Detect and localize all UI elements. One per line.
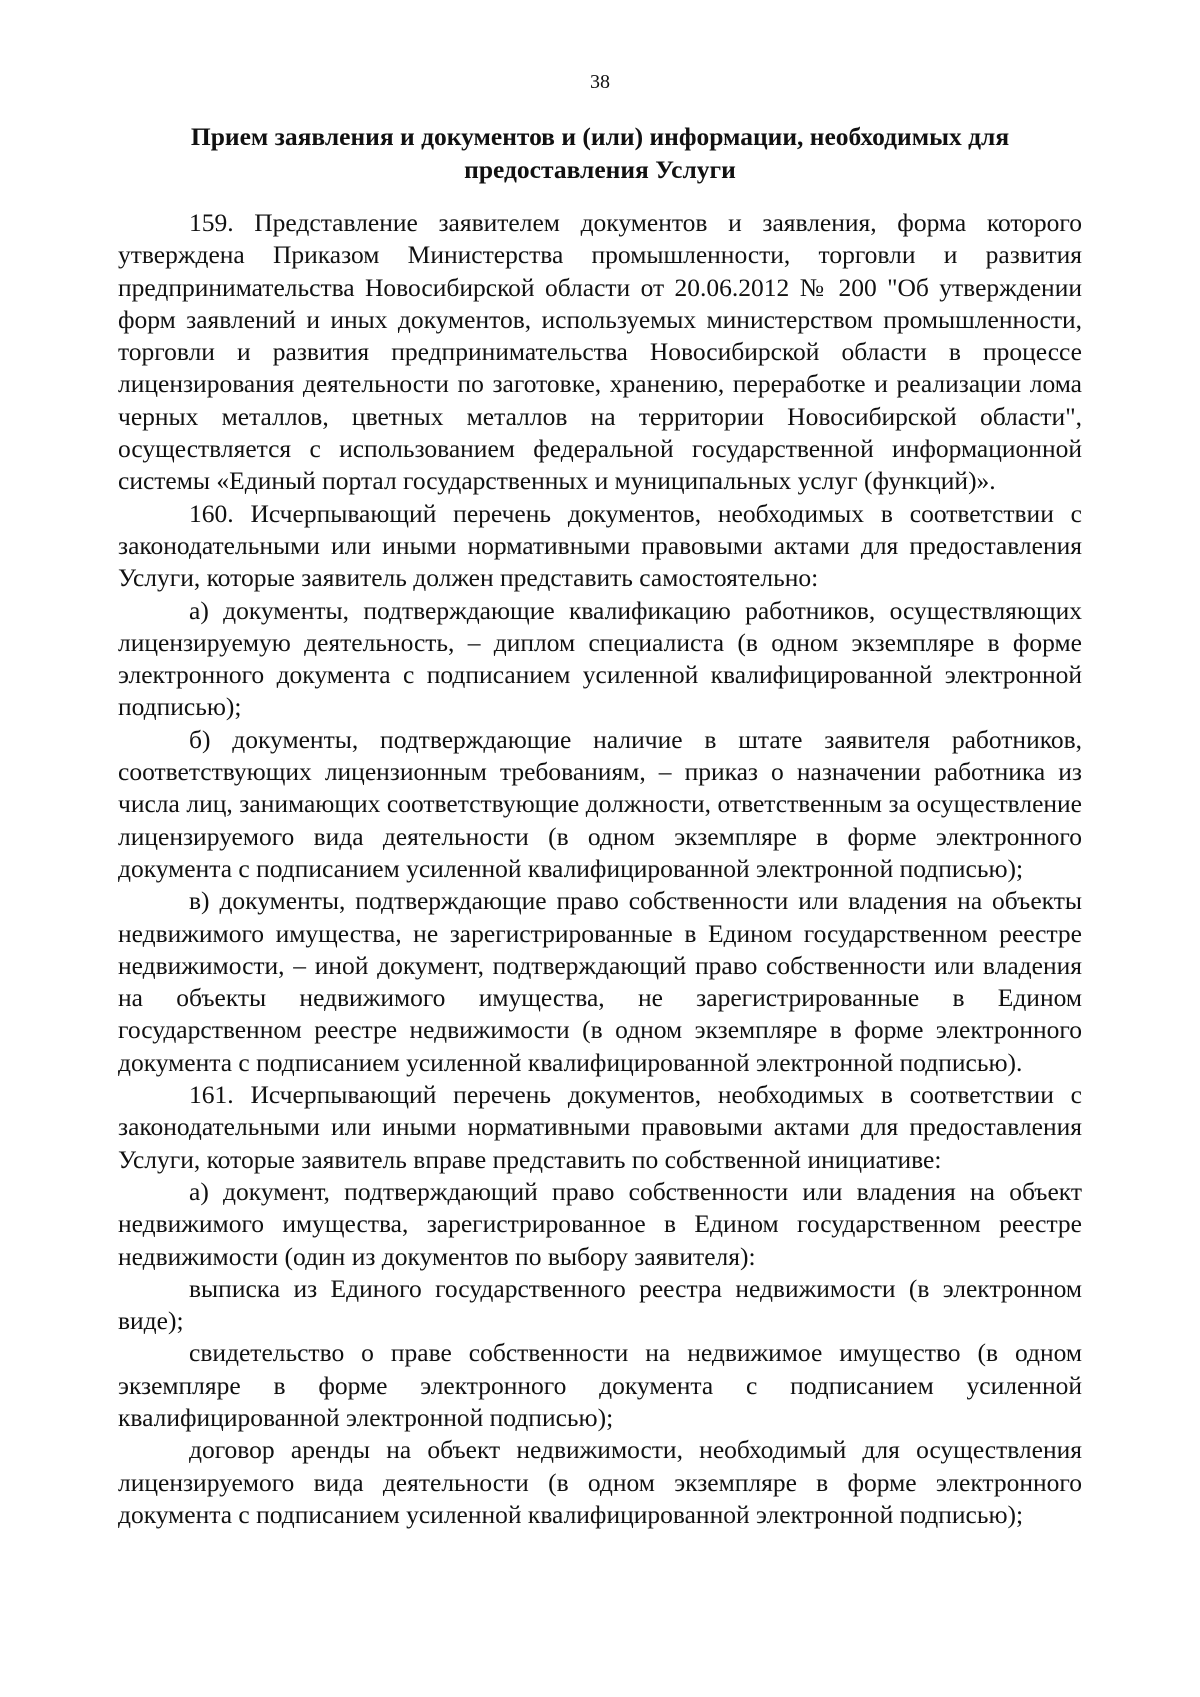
paragraph-161-item-a: а) документ, подтверждающий право собственности или владения на объект недвижимого имущества, зарегистрированное в Едином государственном реестре недвижимости (один из документов по выбору заявителя): bbox=[118, 1176, 1082, 1271]
paragraph-extract-egrn: выписка из Единого государственного реестра недвижимости (в электронном виде); bbox=[118, 1273, 1082, 1336]
section-heading-line-2: предоставления Услуги bbox=[464, 155, 736, 184]
page-number: 38 bbox=[590, 71, 610, 93]
section-heading bbox=[118, 120, 1082, 186]
section-heading-line-1: Прием заявления и документов и (или) информации, необходимых для bbox=[190, 122, 1010, 151]
paragraph-161: 161. Исчерпывающий перечень документов, необходимых в соответствии с законодательными или иными нормативными правовыми актами для предоставления Услуги, которые заявитель вправе представить по собственной инициативе: bbox=[118, 1080, 1082, 1174]
paragraph-160: 160. Исчерпывающий перечень документов, необходимых в соответствии с законодательными или иными нормативными правовыми актами для предоставления Услуги, которые заявитель должен представить самостоятельно: bbox=[118, 498, 1082, 593]
paragraph-lease-agreement: договор аренды на объект недвижимости, необходимый для осуществления лицензируемого вида деятельности (в одном экземпляре в форме электронного документа с подписанием усиленной квалифицированной электронной подписью); bbox=[118, 1435, 1082, 1529]
paragraph-160-item-b: б) документы, подтверждающие наличие в штате заявителя работников, соответствующих лицензионным требованиям, – приказ о назначении работника из числа лиц, занимающих соответствующие должности, ответственным за осуществление лицензируемого вида деятельности (в одном экземпляре в форме электронного документа с подписанием усиленной квалифицированной электронной подписью); bbox=[118, 724, 1082, 883]
document-body bbox=[118, 207, 1082, 1531]
paragraph-159: 159. Представление заявителем документов и заявления, форма которого утверждена Приказом Министерства промышленности, торговли и развития предпринимательства Новосибирской области от 20.06.2012 № 200 "Об утверждении форм заявлений и иных документов, используемых министерством промышленности, торговли и развития предпринимательства Новосибирской области в процессе лицензирования деятельности по заготовке, хранению, переработке и реализации лома черных металлов, цветных металлов на территории Новосибирской области", осуществляется с использованием федеральной государственной информационной системы «Единый портал государственных и муниципальных услуг (функций)». bbox=[118, 208, 1082, 496]
paragraph-ownership-certificate: свидетельство о праве собственности на недвижимое имущество (в одном экземпляре в форме электронного документа с подписанием усиленной квалифицированной электронной подписью); bbox=[118, 1338, 1082, 1432]
paragraph-160-item-v: в) документы, подтверждающие право собственности или владения на объекты недвижимого имущества, не зарегистрированные в Едином государственном реестре недвижимости, – иной документ, подтверждающий право собственности или владения на объекты недвижимого имущества, не зарегистрированные в Едином государственном реестре недвижимости (в одном экземпляре в форме электронного документа с подписанием усиленной квалифицированной электронной подписью). bbox=[118, 886, 1082, 1077]
paragraph-160-item-a: а) документы, подтверждающие квалификацию работников, осуществляющих лицензируемую деятельность, – диплом специалиста (в одном экземпляре в форме электронного документа с подписанием усиленной квалифицированной электронной подписью); bbox=[118, 595, 1082, 722]
